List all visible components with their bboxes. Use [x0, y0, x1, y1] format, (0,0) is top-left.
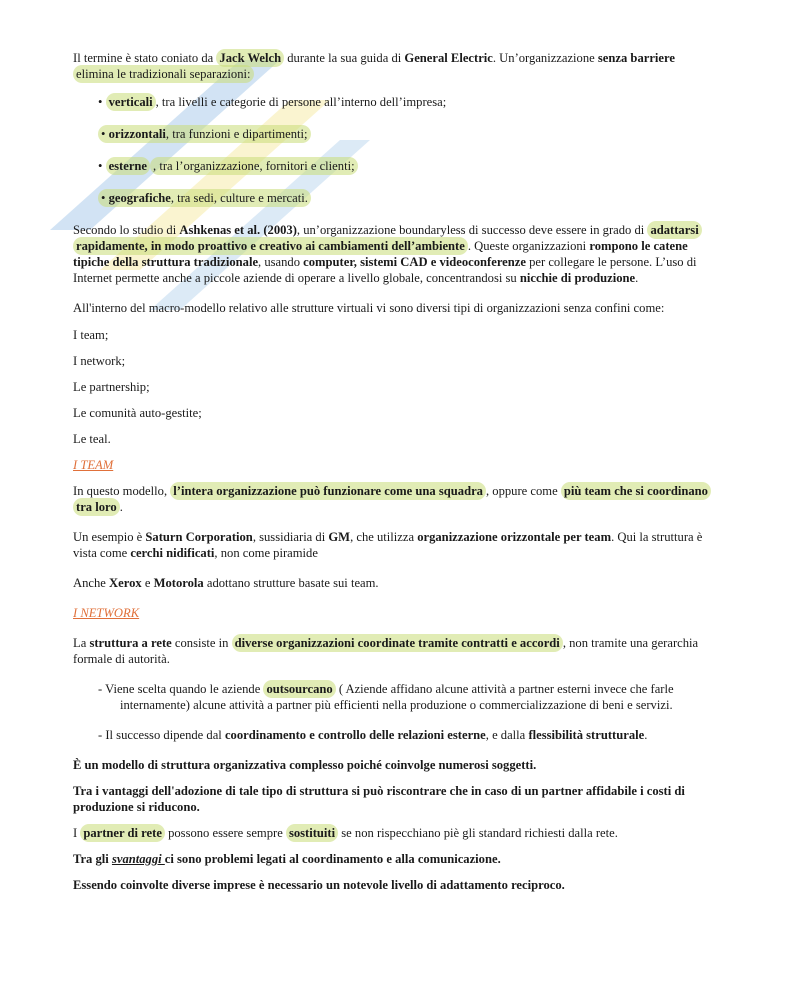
org-type-item: I network;	[73, 354, 126, 368]
network-heading: I NETWORK	[73, 606, 140, 620]
bullet-item: • geografiche, tra sedi, culture e mercati.	[98, 190, 713, 206]
team-paragraph-1: In questo modello, l’intera organizzazione può funzionare come una squadra , oppure come più team che si coordinano tra loro .	[73, 483, 713, 515]
document-page	[73, 50, 713, 893]
org-type-item: Le teal.	[73, 432, 111, 446]
macro-model-paragraph: All'interno del macro-modello relativo alle strutture virtuali vi sono diversi tipi di organizzazioni senza confini come:	[73, 301, 665, 315]
network-statement: Tra gli svantaggi ci sono problemi legati al coordinamento e alla comunicazione.	[73, 852, 501, 866]
bullet-item: • orizzontali, tra funzioni e dipartimenti;	[98, 126, 713, 142]
org-type-item: Le partnership;	[73, 380, 150, 394]
org-types-list	[73, 327, 713, 447]
network-statement: Tra i vantaggi dell'adozione di tale tipo di struttura si può riscontrare che in caso di un partner affidabile i costi di produzione si riducono.	[73, 784, 685, 814]
org-type-item: Le comunità auto-gestite;	[73, 406, 202, 420]
network-dash-item: - Il successo dipende dal coordinamento e controllo delle relazioni esterne, e dalla flessibilità strutturale.	[98, 728, 648, 742]
org-type-item: I team;	[73, 328, 109, 342]
intro-paragraph: Il termine è stato coniato da Jack Welch durante la sua guida di General Electric. Un’organizzazione senza barriere elimina le tradizionali separazioni:	[73, 51, 675, 81]
bullet-item: • verticali , tra livelli e categorie di persone all’interno dell’impresa;	[98, 95, 447, 109]
team-paragraph-2: Un esempio è Saturn Corporation, sussidiaria di GM, che utilizza organizzazione orizzontale per team. Qui la struttura è vista come cerchi nidificati, non come piramide	[73, 530, 703, 560]
network-statement: Essendo coinvolte diverse imprese è necessario un notevole livello di adattamento reciproco.	[73, 878, 565, 892]
network-dash-item: - Viene scelta quando le aziende outsourcano ( Aziende affidano alcune attività a partner esterni invece che farle internamente) alcune attività a partner più efficienti nella produzione o commercializzazione di beni e servizi.	[98, 682, 674, 712]
team-paragraph-3: Anche Xerox e Motorola adottano strutture basate sui team.	[73, 576, 379, 590]
bullet-item: • esterne , tra l’organizzazione, fornitori e clienti;	[98, 158, 713, 174]
network-statement: È un modello di struttura organizzativa complesso poiché coinvolge numerosi soggetti.	[73, 758, 537, 772]
team-heading: I TEAM	[73, 458, 114, 472]
ashkenas-paragraph: Secondo lo studio di Ashkenas et al. (2003), un’organizzazione boundaryless di successo deve essere in grado di adattarsi rapidamente, in modo proattivo e creativo ai cambiamenti dell’ambiente . Queste organizzazioni rompono le catene tipiche della struttura tradizionale, usando computer, sistemi CAD e videoconferenze per collegare le persone. L’uso di Internet permette anche a piccole aziende di operare a livello globale, concentrandosi su nicchie di produzione.	[73, 222, 713, 286]
network-paragraph-1: La struttura a rete consiste in diverse organizzazioni coordinate tramite contratti e accordi , non tramite una gerarchia formale di autorità.	[73, 636, 699, 666]
network-statement: I partner di rete possono essere sempre sostituiti se non rispecchiano piè gli standard richiesti dalla rete.	[73, 826, 618, 840]
